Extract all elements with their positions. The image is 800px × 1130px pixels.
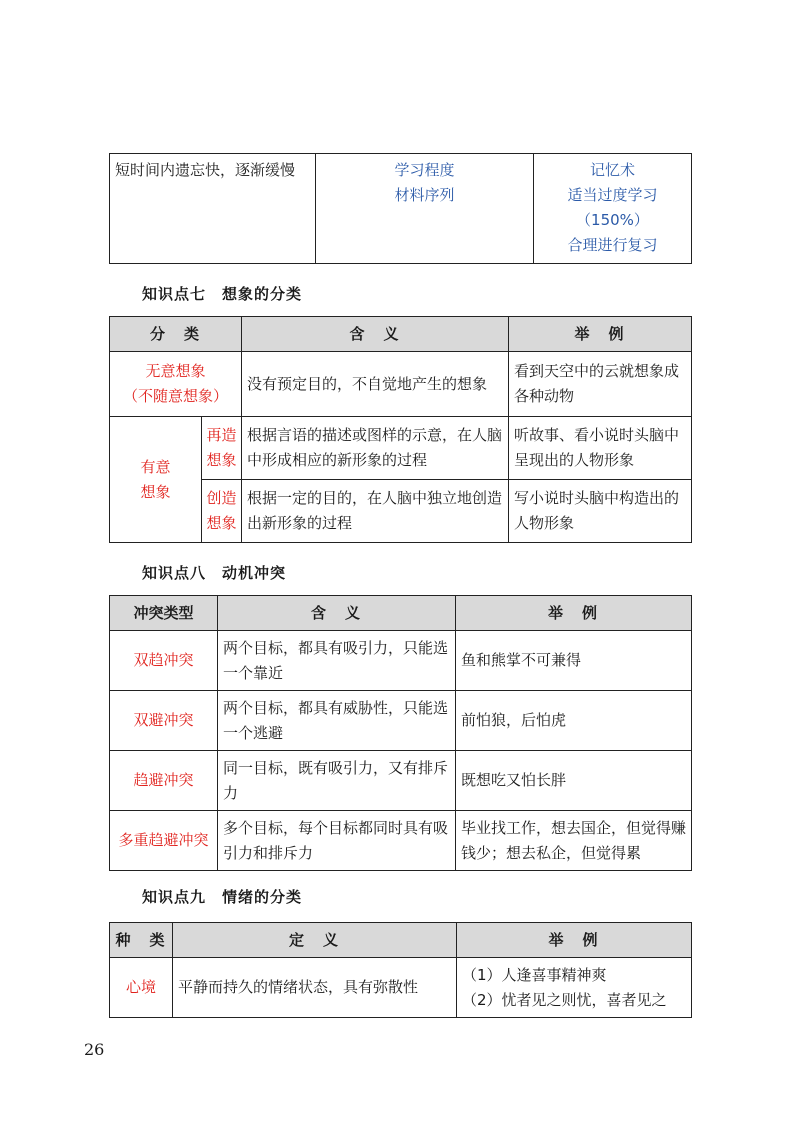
- imagination-example: 看到天空中的云就想象成各种动物: [509, 352, 692, 417]
- emotion-header-type: 种 类: [110, 923, 173, 958]
- imagination-header-type: 分 类: [110, 317, 242, 352]
- imagination-type-unintentional: [110, 352, 242, 417]
- conflict-meaning: 同一目标，既有吸引力，又有排斥力: [218, 751, 456, 811]
- emotion-example-line: （2）忧者见之则忧，喜者见之: [462, 990, 667, 1009]
- memory-table: [109, 153, 692, 264]
- emotion-type: 心境: [110, 958, 173, 1018]
- conflict-type: 多重趋避冲突: [110, 811, 218, 871]
- page-number: 26: [84, 1040, 105, 1059]
- memory-cell-methods: [534, 154, 692, 264]
- conflict-type: 双避冲突: [110, 691, 218, 751]
- memory-factor: 学习程度: [394, 161, 455, 179]
- memory-factor: 材料序列: [394, 186, 455, 204]
- group-label: 有意想象: [140, 457, 171, 501]
- imagination-group-intentional: [110, 417, 202, 543]
- conflict-meaning: 多个目标，每个目标都同时具有吸引力和排斥力: [218, 811, 456, 871]
- imagination-meaning: 根据一定的目的，在人脑中独立地创造出新形象的过程: [242, 480, 509, 543]
- type-alt-label: （不随意想象）: [123, 387, 229, 405]
- imagination-sub-creative: 创造想象: [202, 480, 242, 543]
- memory-cell-factors: [316, 154, 534, 264]
- emotion-header-example: 举 例: [457, 923, 692, 958]
- emotion-header-definition: 定 义: [173, 923, 457, 958]
- type-label: 无意想象: [145, 362, 206, 380]
- conflict-example: 既想吃又怕长胖: [456, 751, 692, 811]
- imagination-example: 写小说时头脑中构造出的人物形象: [509, 480, 692, 543]
- conflict-type: 双趋冲突: [110, 631, 218, 691]
- conflict-meaning: 两个目标，都具有威胁性，只能选一个逃避: [218, 691, 456, 751]
- imagination-example: 听故事、看小说时头脑中呈现出的人物形象: [509, 417, 692, 480]
- emotion-example-line: （1）人逢喜事精神爽: [462, 965, 607, 984]
- memory-method: 合理进行复习: [567, 236, 658, 254]
- conflict-example: 前怕狼，后怕虎: [456, 691, 692, 751]
- memory-method: （150%）: [576, 211, 649, 229]
- imagination-meaning: 根据言语的描述或图样的示意，在人脑中形成相应的新形象的过程: [242, 417, 509, 480]
- conflict-header-example: 举 例: [456, 596, 692, 631]
- memory-method: 适当过度学习: [567, 186, 658, 204]
- conflict-meaning: 两个目标，都具有吸引力，只能选一个靠近: [218, 631, 456, 691]
- section-heading-motivation-conflict: 知识点八 动机冲突: [142, 564, 287, 582]
- conflict-example: 毕业找工作，想去国企，但觉得赚钱少；想去私企，但觉得累: [456, 811, 692, 871]
- memory-forgetting-text: 短时间内遗忘快，逐渐缓慢: [115, 161, 296, 179]
- imagination-table: [109, 316, 692, 543]
- memory-cell-forgetting: [110, 154, 316, 264]
- imagination-sub-reproductive: 再造想象: [202, 417, 242, 480]
- conflict-type: 趋避冲突: [110, 751, 218, 811]
- imagination-header-example: 举 例: [509, 317, 692, 352]
- emotion-table: [109, 922, 692, 1018]
- section-heading-emotion-types: 知识点九 情绪的分类: [142, 888, 303, 906]
- conflict-example: 鱼和熊掌不可兼得: [456, 631, 692, 691]
- section-heading-imagination: 知识点七 想象的分类: [142, 285, 303, 303]
- emotion-definition: 平静而持久的情绪状态，具有弥散性: [173, 958, 457, 1018]
- motivation-conflict-table: [109, 595, 692, 871]
- imagination-meaning: 没有预定目的，不自觉地产生的想象: [242, 352, 509, 417]
- conflict-header-meaning: 含 义: [218, 596, 456, 631]
- imagination-header-meaning: 含 义: [242, 317, 509, 352]
- conflict-header-type: 冲突类型: [110, 596, 218, 631]
- emotion-example: [457, 958, 692, 1018]
- memory-method: 记忆术: [589, 161, 635, 179]
